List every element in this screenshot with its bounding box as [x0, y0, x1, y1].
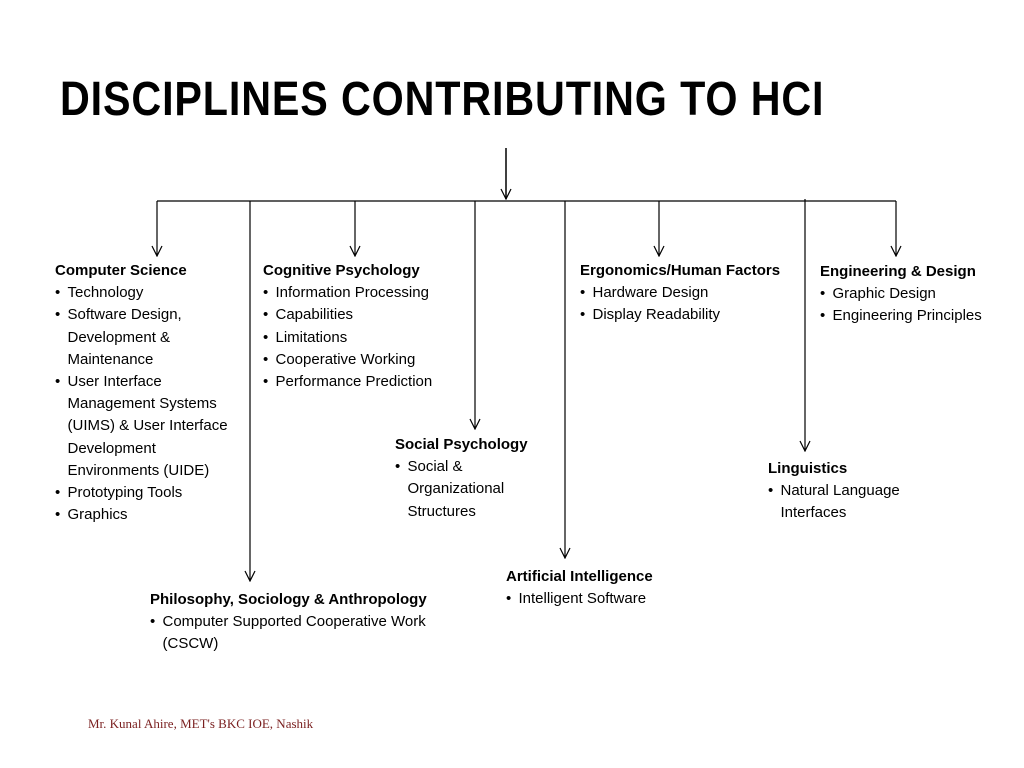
discipline-item: • Limitations — [263, 327, 463, 349]
discipline-item: • Hardware Design — [580, 282, 800, 304]
discipline-item: • Prototyping Tools — [55, 482, 247, 504]
discipline-engineering-design — [820, 261, 1020, 328]
discipline-item: • Computer Supported Cooperative Work (CSCW) — [150, 611, 450, 655]
discipline-item: • User Interface Management Systems (UIMS) & User Interface Development Environments (UIDE) — [55, 371, 247, 482]
slide-title: DISCIPLINES CONTRIBUTING TO HCI — [60, 73, 825, 126]
discipline-heading: Computer Science — [55, 262, 187, 279]
footer-credit: Mr. Kunal Ahire, MET's BKC IOE, Nashik — [88, 716, 314, 731]
discipline-item: • Technology — [55, 282, 247, 304]
discipline-heading: Linguistics — [768, 460, 848, 477]
discipline-item: • Display Readability — [580, 304, 800, 326]
discipline-ergonomics — [580, 260, 800, 327]
discipline-item: • Social & Organizational Structures — [395, 456, 545, 523]
discipline-item: • Information Processing — [263, 282, 463, 304]
discipline-computer-science — [55, 260, 247, 526]
discipline-heading: Social Psychology — [395, 436, 528, 453]
discipline-item: • Graphic Design — [820, 283, 1020, 305]
discipline-item: • Natural Language Interfaces — [768, 480, 928, 524]
discipline-artificial-intelligence — [506, 566, 686, 610]
discipline-cognitive-psychology — [263, 260, 463, 393]
discipline-philosophy-sociology — [150, 589, 450, 656]
discipline-item: • Intelligent Software — [506, 588, 686, 610]
discipline-social-psychology — [395, 434, 545, 523]
discipline-heading: Ergonomics/Human Factors — [580, 262, 781, 279]
discipline-linguistics — [768, 458, 928, 525]
discipline-heading: Cognitive Psychology — [263, 262, 420, 279]
discipline-heading: Artificial Intelligence — [506, 568, 653, 585]
discipline-heading: Engineering & Design — [820, 263, 976, 280]
discipline-item: • Engineering Principles — [820, 305, 1020, 327]
discipline-item: • Graphics — [55, 504, 247, 526]
discipline-item: • Performance Prediction — [263, 371, 463, 393]
discipline-item: • Software Design, Development & Maintenance — [55, 304, 247, 371]
discipline-item: • Capabilities — [263, 304, 463, 326]
discipline-heading: Philosophy, Sociology & Anthropology — [150, 591, 427, 608]
discipline-item: • Cooperative Working — [263, 349, 463, 371]
